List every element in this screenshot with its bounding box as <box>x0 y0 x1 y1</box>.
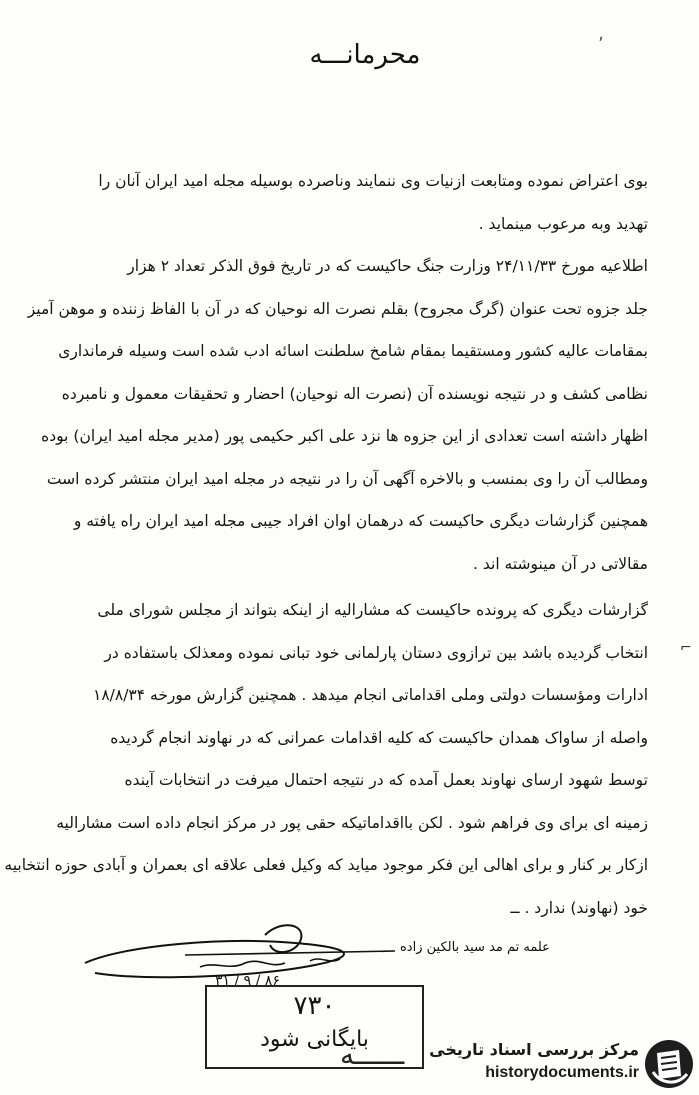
text-line: ومطالب آن را وی بمنسب و بالاخره آگهی آن را در نتیجه در مجله امید ایران منتشر کرده است <box>46 469 648 488</box>
text-line: اطلاعیه مورخ ۲۴/۱۱/۳۳ وزارت جنگ حاکیست که در تاریخ فوق الذکر تعداد ۲ هزار <box>127 257 648 275</box>
text-line: جلد جزوه تحت عنوان (گرگ مجروح) بقلم نصرت اله نوحیان که در آن با الفاظ زننده و موهن آمیز <box>27 299 648 318</box>
corner-mark: ٬ <box>598 34 604 55</box>
text-line: ازکار بر کنار و برای اهالی این فکر موجود میاید که وکیل فعلی علاقه ای بعمران و آبادی حوزه انتخابیه <box>4 856 648 874</box>
text-line: بمقامات عالیه کشور ومستقیما بمقام شامخ سلطنت اسائه ادب شده است وسیله فرمانداری <box>58 342 648 360</box>
text-line: بوی اعتراض نموده ومتابعت ازنیات وی ننمایند وناصرده بوسیله مجله امید ایران آنان را <box>98 172 648 190</box>
text-line: تهدید وبه مرعوب مینماید . <box>478 214 648 233</box>
text-line: واصله از ساواک همدان حاکیست که کلیه اقدامات عمرانی که در نهاوند انجام گردیده <box>110 728 648 747</box>
text-line: همچنین گزارشات دیگری حاکیست که درهمان اوان افراد جیبی مجله امید ایران راه یافته و <box>73 512 648 530</box>
text-line: نظامی کشف و در نتیجه نویسنده آن (نصرت اله نوحیان) احضار و تحقیقات معمول و نامبرده <box>61 384 648 403</box>
stamp-number: ۷۳۰ <box>293 991 336 1021</box>
text-line: گزارشات دیگری که پرونده حاکیست که مشارالیه از اینکه بتواند از مجلس شورای ملی <box>97 601 648 619</box>
handwritten-signature <box>65 915 550 995</box>
footer-fragment: ــــــه <box>340 1038 405 1071</box>
watermark-text-fa: مرکز بررسی اسناد تاریخی <box>429 1040 639 1059</box>
document-heading: محرمانـــه <box>309 40 421 70</box>
svg-text:۳۱ / ۹ / ۸۶: ۳۱ / ۹ / ۸۶ <box>215 973 280 989</box>
svg-text:علمه تم مد سید بالکین زاده: علمه تم مد سید بالکین زاده <box>400 940 550 955</box>
text-line: ادارات ومؤسسات دولتی وملی اقداماتی انجام میدهد . همچنین گزارش مورخه ۱۸/۸/۳۴ <box>93 686 648 704</box>
text-line: اظهار داشته است تعدادی از این جزوه ها نزد علی اکبر حکیمی پور (مدیر مجله امید ایران) بوده <box>41 427 648 445</box>
text-line: زمینه ای برای وی فراهم شود . لکن بااقداماتیکه حقی پور در مرکز انجام داده است مشارالیه <box>56 813 648 832</box>
watermark <box>425 1036 695 1092</box>
text-line: مقالاتی در آن مینوشته اند . <box>473 554 648 573</box>
text-line: توسط شهود ارسای نهاوند بعمل آمده که در نتیجه احتمال میرفت در انتخابات آینده <box>124 771 648 789</box>
watermark-text-en: historydocuments.ir <box>485 1064 639 1081</box>
stamp-label: بایگانی شود <box>260 1027 369 1052</box>
document-body <box>4 160 648 929</box>
margin-mark: ⌐ <box>680 640 692 656</box>
text-line: خود (نهاوند) ندارد . ــ <box>510 898 648 917</box>
document-archive-logo-icon <box>643 1038 695 1090</box>
text-line: انتخاب گردیده باشد بین ترازوی دستان پارلمانی خود تبانی نموده ومعذلک باستفاده در <box>104 643 648 662</box>
